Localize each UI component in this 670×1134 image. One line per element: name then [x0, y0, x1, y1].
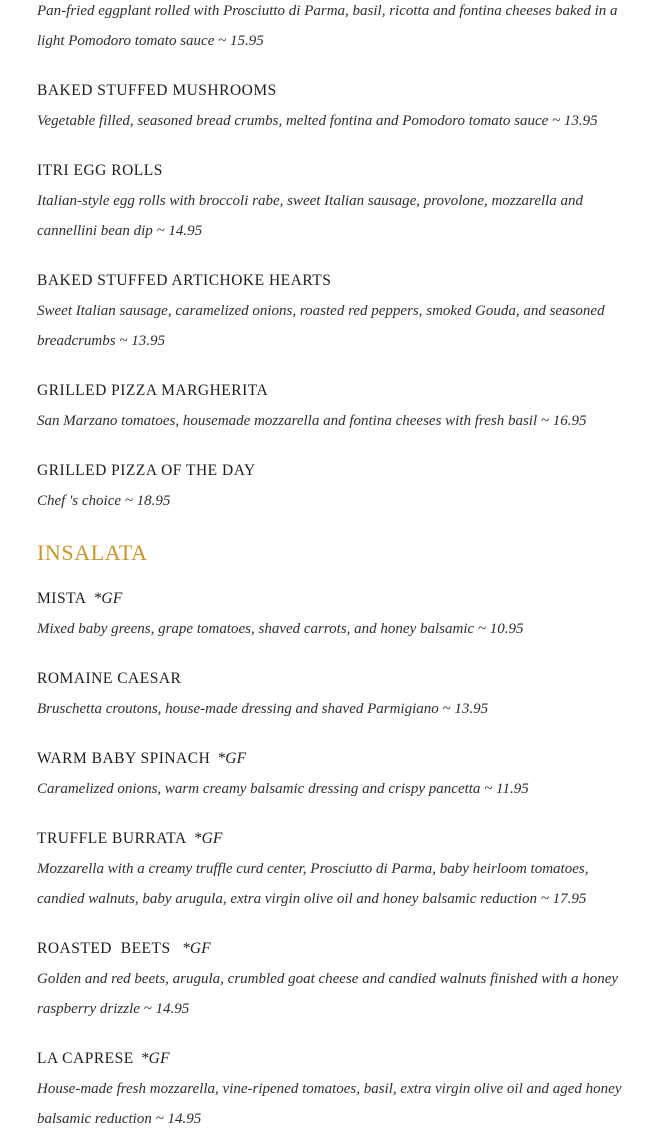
- menu-item: [37, 0, 635, 56]
- item-title-line: [37, 934, 635, 964]
- item-description: Sweet Italian sausage, caramelized onions, roasted red peppers, smoked Gouda, and seasoned breadcrumbs: [37, 303, 605, 349]
- item-description-line: [37, 486, 629, 516]
- item-name: BAKED STUFFED ARTICHOKE HEARTS: [37, 272, 332, 289]
- item-price: ~ 13.95: [442, 701, 489, 717]
- item-description-line: [37, 774, 629, 804]
- item-name: ITRI EGG ROLLS: [37, 162, 163, 179]
- item-price: ~ 14.95: [156, 223, 203, 239]
- menu-item: [37, 1044, 635, 1134]
- item-price: ~ 11.95: [484, 781, 529, 797]
- gluten-free-tag: *GF: [193, 830, 223, 847]
- menu-item: [37, 266, 635, 356]
- item-name: ROASTED BEETS: [37, 940, 175, 957]
- item-name: LA CAPRESE: [37, 1050, 134, 1067]
- item-description-line: [37, 406, 629, 436]
- menu-item: [37, 824, 635, 914]
- item-description-line: [37, 106, 629, 136]
- item-description: Mozzarella with a creamy truffle curd center, Prosciutto di Parma, baby heirloom tomatoes, candied walnuts, baby arugula, extra virgin olive oil and honey balsamic reduction: [37, 861, 589, 907]
- item-price: ~ 17.95: [540, 891, 587, 907]
- item-description: Mixed baby greens, grape tomatoes, shaved carrots, and honey balsamic: [37, 621, 475, 637]
- item-title-line: [37, 664, 635, 694]
- item-description: House-made fresh mozzarella, vine-ripened tomatoes, basil, extra virgin olive oil and aged honey balsamic reduction: [37, 1081, 622, 1127]
- item-name: BAKED STUFFED MUSHROOMS: [37, 82, 277, 99]
- item-price: ~ 18.95: [124, 493, 171, 509]
- item-price: ~ 14.95: [155, 1111, 202, 1127]
- item-description-line: [37, 0, 629, 56]
- menu-section: [37, 0, 635, 516]
- gluten-free-tag: *GF: [217, 750, 247, 767]
- menu-item: [37, 584, 635, 644]
- item-name: GRILLED PIZZA MARGHERITA: [37, 382, 269, 399]
- item-description-line: [37, 186, 629, 246]
- section-items: [37, 584, 635, 1134]
- menu-item: [37, 456, 635, 516]
- item-title-line: [37, 584, 635, 614]
- item-name: GRILLED PIZZA OF THE DAY: [37, 462, 256, 479]
- menu-item: [37, 76, 635, 136]
- item-price: ~ 14.95: [143, 1001, 190, 1017]
- item-price: ~ 13.95: [119, 333, 165, 349]
- item-name: WARM BABY SPINACH: [37, 750, 211, 767]
- item-description: Golden and red beets, arugula, crumbled goat cheese and candied walnuts finished with a honey raspberry drizzle: [37, 971, 619, 1017]
- section-title: INSALATA: [37, 540, 148, 565]
- menu-item: [37, 376, 635, 436]
- item-description: Italian-style egg rolls with broccoli rabe, sweet Italian sausage, provolone, mozzarella and cannellini bean dip: [37, 193, 584, 239]
- item-description-line: [37, 296, 629, 356]
- item-title-line: [37, 156, 635, 186]
- item-name: TRUFFLE BURRATA: [37, 830, 187, 847]
- menu-section: [37, 536, 635, 1134]
- menu-item: [37, 744, 635, 804]
- item-description: Pan-fried eggplant rolled with Prosciutto di Parma, basil, ricotta and fontina cheeses baked in a light Pomodoro tomato sauce: [37, 3, 618, 49]
- item-description: Bruschetta croutons, house-made dressing and shaved Parmigiano: [37, 701, 439, 717]
- gluten-free-tag: *GF: [93, 590, 123, 607]
- item-description: San Marzano tomatoes, housemade mozzarella and fontina cheeses with fresh basil: [37, 413, 538, 429]
- item-title-line: [37, 456, 635, 486]
- item-title-line: [37, 266, 635, 296]
- item-description-line: [37, 614, 629, 644]
- item-title-line: [37, 1044, 635, 1074]
- menu-item: [37, 934, 635, 1024]
- item-description-line: [37, 1074, 629, 1134]
- gluten-free-tag: *GF: [140, 1050, 170, 1067]
- item-name: MISTA: [37, 590, 87, 607]
- item-price: ~ 15.95: [218, 33, 264, 49]
- menu-item: [37, 156, 635, 246]
- item-price: ~ 10.95: [477, 621, 524, 637]
- item-description: Vegetable filled, seasoned bread crumbs, melted fontina and Pomodoro tomato sauce: [37, 113, 549, 129]
- item-description-line: [37, 964, 629, 1024]
- item-description: Chef 's choice: [37, 493, 122, 509]
- item-description-line: [37, 694, 629, 724]
- menu-item: [37, 664, 635, 724]
- gluten-free-tag: *GF: [181, 940, 211, 957]
- item-price: ~ 16.95: [540, 413, 587, 429]
- item-description: Caramelized onions, warm creamy balsamic dressing and crispy pancetta: [37, 781, 481, 797]
- item-title-line: [37, 744, 635, 774]
- item-title-line: [37, 76, 635, 106]
- item-title-line: [37, 824, 635, 854]
- item-description-line: [37, 854, 629, 914]
- item-name: ROMAINE CAESAR: [37, 670, 182, 687]
- section-items: [37, 0, 635, 516]
- item-price: ~ 13.95: [552, 113, 598, 129]
- item-title-line: [37, 376, 635, 406]
